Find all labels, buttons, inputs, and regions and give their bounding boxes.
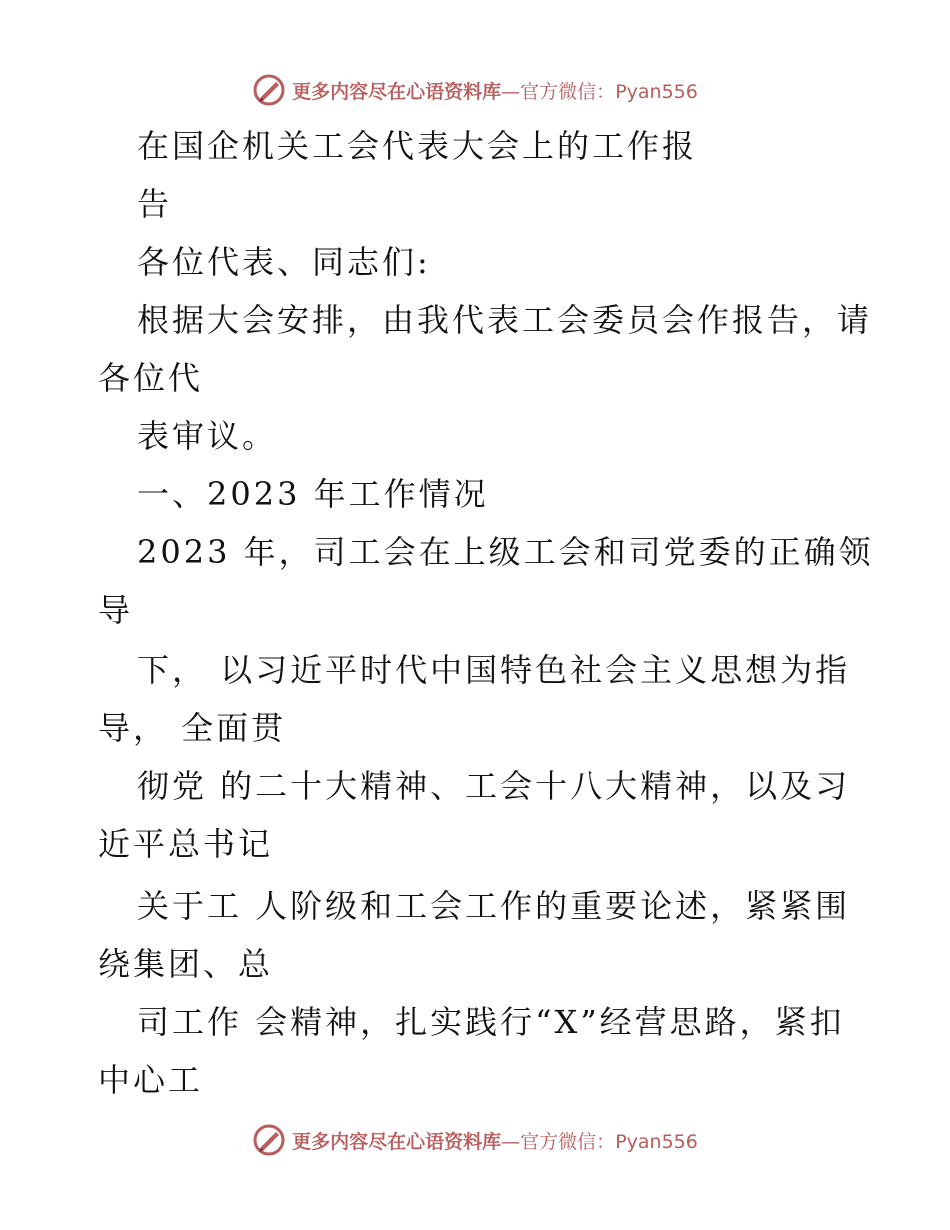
- doc-paragraph-line: 司工作 会精神，扎实践行“X”经营思路，紧扣: [137, 1003, 845, 1041]
- watermark-text: [292, 1127, 698, 1154]
- doc-paragraph-line: 中心工: [98, 1061, 204, 1099]
- watermark-id: Pyan556: [615, 1130, 698, 1153]
- pen-logo-icon: [252, 1123, 286, 1157]
- watermark-main: 更多内容尽在心语资料库: [292, 80, 502, 103]
- doc-paragraph-line: 根据大会安排，由我代表工会委员会作报告，请: [137, 301, 873, 339]
- doc-paragraph-line: 关于工 人阶级和工会工作的重要论述，紧紧围: [137, 887, 851, 925]
- watermark-separator: —官方微信：: [501, 80, 616, 103]
- doc-title-line-2: 告: [137, 185, 173, 223]
- watermark-separator: —官方微信：: [501, 1130, 616, 1153]
- watermark-id: Pyan556: [615, 80, 698, 103]
- doc-paragraph-line: 绕集团、总: [98, 945, 274, 983]
- watermark-main: 更多内容尽在心语资料库: [292, 1130, 502, 1153]
- doc-paragraph-line: 导， 全面贯: [98, 709, 287, 747]
- doc-paragraph-line: 各位代: [98, 359, 204, 397]
- footer-watermark: [0, 1120, 950, 1160]
- doc-paragraph-line: 2023 年，司工会在上级工会和司党委的正确领: [137, 533, 874, 571]
- doc-paragraph-line: 近平总书记: [98, 825, 274, 863]
- doc-salutation: 各位代表、同志们:: [137, 243, 431, 281]
- doc-section-heading: 一、2023 年工作情况: [137, 475, 489, 513]
- doc-paragraph-line: 表审议。: [137, 417, 278, 455]
- doc-paragraph-line: 导: [98, 591, 134, 629]
- doc-paragraph-line: 下， 以习近平时代中国特色社会主义思想为指: [137, 651, 851, 689]
- doc-title-line-1: 在国企机关工会代表大会上的工作报: [137, 127, 698, 165]
- doc-paragraph-line: 彻党 的二十大精神、工会十八大精神，以及习: [137, 767, 851, 805]
